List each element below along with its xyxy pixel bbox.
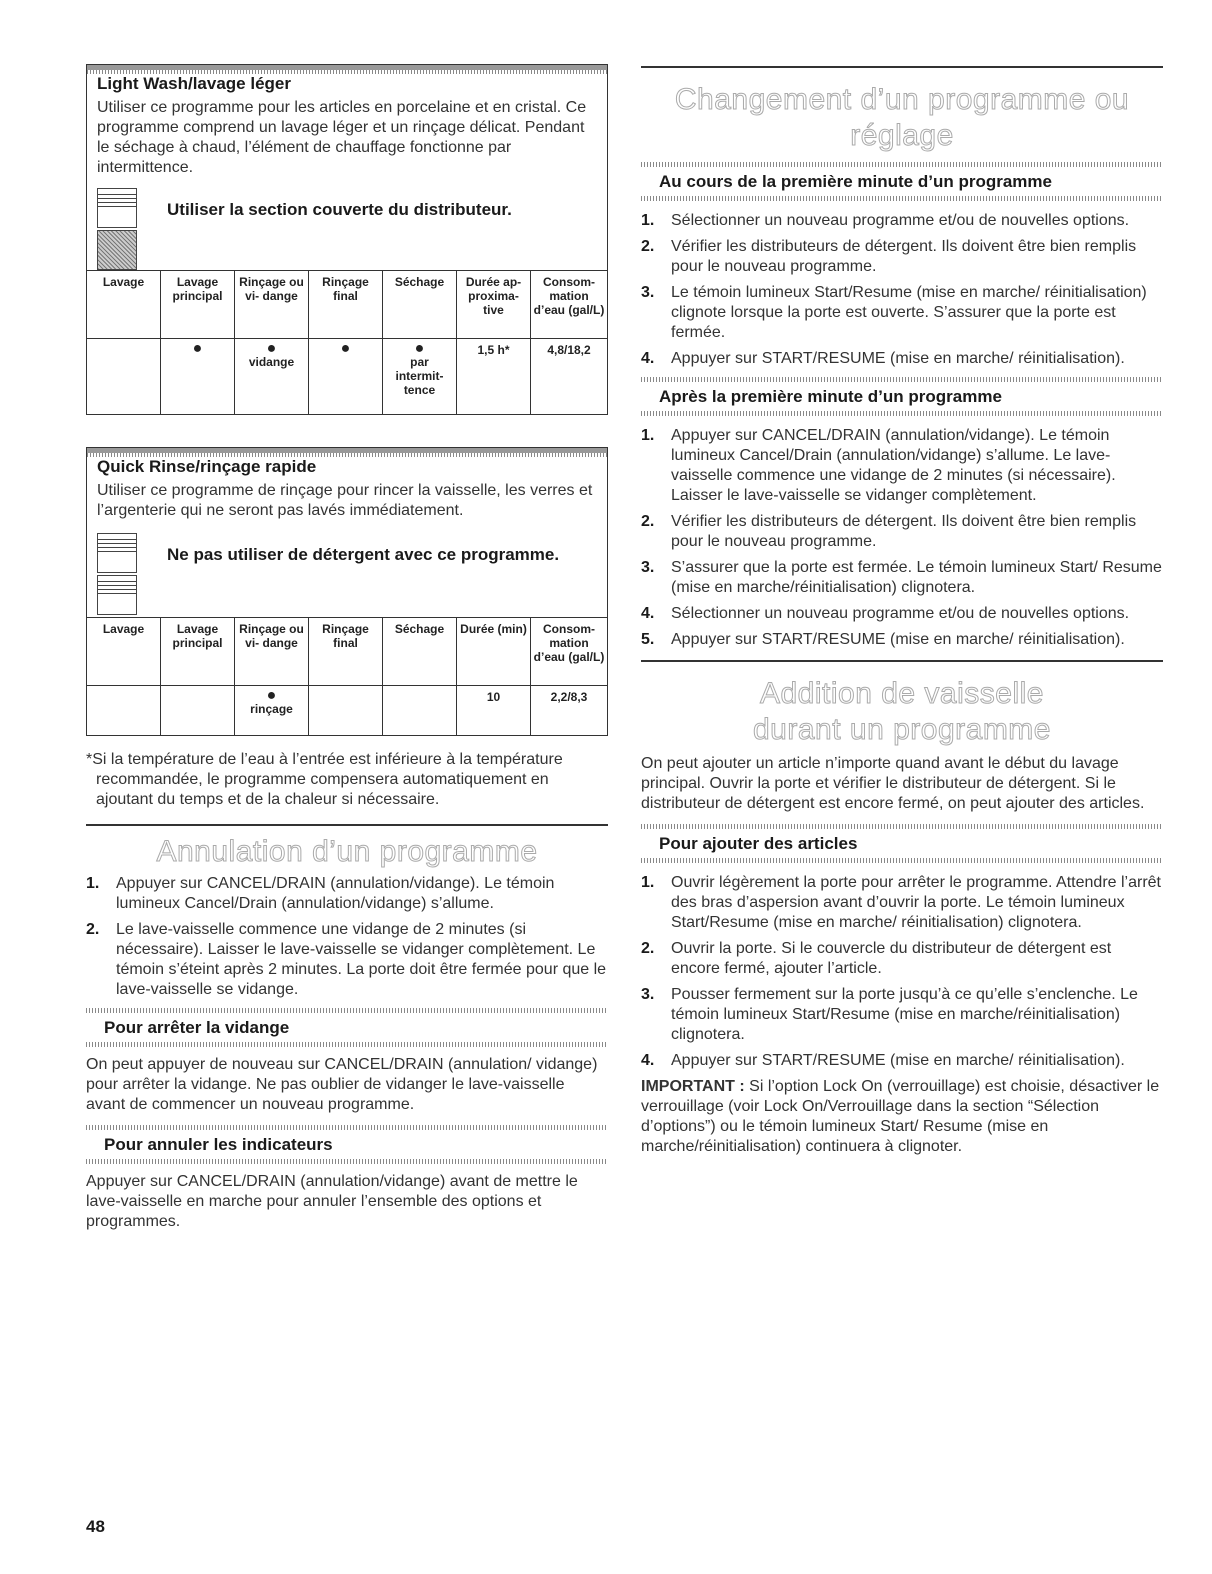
stop-drain-title: Pour arrêter la vidange <box>104 1018 290 1037</box>
cancel-indicators-text: Appuyer sur CANCEL/DRAIN (annulation/vidange) avant de mettre le lave-vaisselle en marche pour annuler l’ensemble des options et programmes. <box>86 1173 578 1230</box>
step-text: Ouvrir légèrement la porte pour arrêter le programme. Attendre l’arrêt des bras d’aspersion avant d’ouvrir la porte. Le témoin lumineux Start/Resume (mise en marche/ réinitialisation) clignotera. <box>671 874 1161 931</box>
step-text: Appuyer sur START/RESUME (mise en marche/ réinitialisation). <box>671 631 1125 648</box>
first-minute-title: Au cours de la première minute d’un programme <box>659 172 1052 191</box>
table-header: Lavage principal <box>161 271 235 339</box>
important-note <box>641 1077 1163 1157</box>
quick-rinse-description: Utiliser ce programme de rinçage pour rincer la vaisselle, les verres et l’argenterie qui ne seront pas lavés immédiatement. <box>97 482 593 519</box>
important-text: Si l’option Lock On (verrouillage) est choisie, désactiver le verrouillage (voir Lock On/Verrouillage dans la section “Sélection d’options”) ou le témoin lumineux Start/ Resume (mise en marche/réinitialisation) continuera à clignoter. <box>641 1078 1160 1155</box>
step-text: Vérifier les distributeurs de détergent. Ils doivent être bien remplis pour le nouveau programme. <box>671 513 1137 550</box>
bullet-dot-icon: ● <box>192 340 203 357</box>
list-item <box>641 283 1163 343</box>
step-text: Le témoin lumineux Start/Resume (mise en marche/ réinitialisation) clignote lorsque la porte est ouverte. S’assurer que la porte est fermée. <box>671 284 1147 341</box>
step-text: Vérifier les distributeurs de détergent. Ils doivent être bien remplis pour le nouveau programme. <box>671 238 1137 275</box>
light-wash-description: Utiliser ce programme pour les articles en porcelaine et en cristal. Ce programme comprend un lavage léger et un rinçage délicat. Pendant le séchage à chaud, l’élément de chauffage fonctionne par intermittence. <box>97 99 587 176</box>
first-minute-steps <box>641 211 1163 369</box>
list-item <box>641 426 1163 506</box>
annulation-steps <box>86 874 608 1000</box>
table-cell <box>235 339 309 415</box>
changement-title: Changement d’un programme ou réglage <box>674 83 1130 152</box>
list-item <box>641 1051 1163 1071</box>
table-header: Rinçage final <box>309 271 383 339</box>
table-row <box>87 339 608 415</box>
table-cell <box>87 339 161 415</box>
hatch-divider <box>86 1159 608 1164</box>
table-header: Lavage principal <box>161 618 235 686</box>
table-cell: 4,8/18,2 <box>531 339 608 415</box>
hatch-divider <box>641 858 1163 863</box>
after-first-minute-title: Après la première minute d’un programme <box>659 387 1002 406</box>
bullet-dot-icon: ● <box>340 340 351 357</box>
section-divider <box>641 66 1163 68</box>
table-header: Durée ap- proxima- tive <box>457 271 531 339</box>
step-text: Appuyer sur START/RESUME (mise en marche/ réinitialisation). <box>671 350 1125 367</box>
step-text: Ouvrir la porte. Si le couvercle du distributeur de détergent est encore fermé, ajouter l’article. <box>671 940 1112 977</box>
dispenser-open-icon <box>97 533 137 573</box>
section-divider <box>641 660 1163 662</box>
addition-title-line2: durant un programme <box>753 713 1051 746</box>
light-wash-dispenser <box>87 178 607 270</box>
quick-rinse-dispenser <box>87 521 607 617</box>
hatch-divider <box>641 411 1163 416</box>
table-cell <box>309 339 383 415</box>
light-wash-table <box>86 270 608 415</box>
bullet-dot-icon: ● <box>414 340 425 357</box>
bullet-dot-icon: ● <box>266 340 277 357</box>
table-cell <box>309 686 383 736</box>
step-text: S’assurer que la porte est fermée. Le témoin lumineux Start/ Resume (mise en marche/réinitialisation) clignotera. <box>671 559 1162 596</box>
hatch-divider <box>641 196 1163 201</box>
step-number: 3. <box>641 559 655 576</box>
light-wash-section <box>86 64 608 270</box>
table-header: Rinçage ou vi- dange <box>235 618 309 686</box>
step-number: 4. <box>641 605 655 622</box>
table-row <box>87 686 608 736</box>
list-item <box>86 920 608 1000</box>
hatch-divider <box>86 1042 608 1047</box>
step-text: Sélectionner un nouveau programme et/ou de nouvelles options. <box>671 605 1130 622</box>
table-header: Consom- mation d’eau (gal/L) <box>531 618 608 686</box>
step-number: 1. <box>86 875 100 892</box>
table-cell <box>161 686 235 736</box>
bullet-dot-icon: ● <box>266 687 277 704</box>
step-number: 2. <box>641 238 655 255</box>
step-number: 1. <box>641 427 655 444</box>
dispenser-open-icon <box>97 575 137 615</box>
table-header-row <box>87 618 608 686</box>
right-column <box>641 66 1163 1157</box>
step-number: 1. <box>641 212 655 229</box>
list-item <box>641 237 1163 277</box>
table-header-row <box>87 271 608 339</box>
table-header: Durée (min) <box>457 618 531 686</box>
annulation-title: Annulation d’un programme <box>156 835 538 868</box>
page-number: 48 <box>86 1517 105 1536</box>
step-number: 3. <box>641 986 655 1003</box>
step-text: Pousser fermement sur la porte jusqu’à ce qu’elle s’enclenche. Le témoin lumineux Start/Resume (mise en marche/réinitialisation) clignotera. <box>671 986 1138 1043</box>
table-cell: 10 <box>457 686 531 736</box>
step-number: 2. <box>641 940 655 957</box>
table-header: Rinçage ou vi- dange <box>235 271 309 339</box>
table-cell <box>87 686 161 736</box>
step-text: Sélectionner un nouveau programme et/ou de nouvelles options. <box>671 212 1130 229</box>
light-wash-title: Light Wash/lavage léger <box>87 65 607 96</box>
list-item <box>641 985 1163 1045</box>
quick-rinse-title: Quick Rinse/rinçage rapide <box>87 448 607 479</box>
quick-rinse-table <box>86 617 608 736</box>
step-number: 5. <box>641 631 655 648</box>
table-cell <box>383 686 457 736</box>
important-label: IMPORTANT : <box>641 1078 745 1095</box>
list-item <box>641 558 1163 598</box>
add-items-steps <box>641 873 1163 1071</box>
step-text: Le lave-vaisselle commence une vidange de 2 minutes (si nécessaire). Laisser le lave-vaisselle se vidanger complètement. Le témoin s’éteint après 2 minutes. La porte doit être fermée pour que le lave-vaisselle se vidange. <box>116 921 607 998</box>
table-header: Séchage <box>383 271 457 339</box>
addition-title-line1: Addition de vaisselle <box>759 677 1044 710</box>
table-header: Séchage <box>383 618 457 686</box>
left-column <box>86 64 608 1232</box>
step-number: 3. <box>641 284 655 301</box>
list-item <box>641 873 1163 933</box>
step-number: 4. <box>641 1052 655 1069</box>
table-header: Lavage <box>87 271 161 339</box>
step-number: 2. <box>641 513 655 530</box>
stop-drain-text: On peut appuyer de nouveau sur CANCEL/DRAIN (annulation/ vidange) pour arrêter la vidange. Ne pas oublier de vidanger le lave-vaisselle avant de commencer un nouveau programme. <box>86 1056 598 1113</box>
table-header: Lavage <box>87 618 161 686</box>
section-divider <box>86 824 608 826</box>
step-number: 4. <box>641 350 655 367</box>
light-wash-dispenser-note: Utiliser la section couverte du distributeur. <box>167 200 512 219</box>
step-number: 2. <box>86 921 100 938</box>
list-item <box>641 512 1163 552</box>
table-header: Rinçage final <box>309 618 383 686</box>
list-item <box>641 630 1163 650</box>
list-item <box>641 939 1163 979</box>
list-item <box>641 349 1163 369</box>
table-cell <box>383 339 457 415</box>
table-cell <box>161 339 235 415</box>
table-cell: 2,2/8,3 <box>531 686 608 736</box>
table-header: Consom- mation d’eau (gal/L) <box>531 271 608 339</box>
list-item <box>86 874 608 914</box>
step-text: Appuyer sur CANCEL/DRAIN (annulation/vidange). Le témoin lumineux Cancel/Drain (annulation/vidange) s’allume. <box>116 875 555 912</box>
add-items-title: Pour ajouter des articles <box>659 834 858 853</box>
list-item <box>641 604 1163 624</box>
step-text: Appuyer sur START/RESUME (mise en marche/ réinitialisation). <box>671 1052 1125 1069</box>
table-cell: 1,5 h* <box>457 339 531 415</box>
quick-rinse-section <box>86 447 608 617</box>
table-cell <box>235 686 309 736</box>
cell-text: par intermit- tence <box>395 355 444 397</box>
step-number: 1. <box>641 874 655 891</box>
cell-text: vidange <box>248 355 295 369</box>
dispenser-covered-icon <box>97 230 137 270</box>
addition-intro: On peut ajouter un article n’importe quand avant le début du lavage principal. Ouvrir la porte et vérifier le distributeur de détergent. Si le distributeur de détergent est encore fermé, on peut ajouter des articles. <box>641 755 1145 812</box>
cancel-indicators-title: Pour annuler les indicateurs <box>104 1135 333 1154</box>
cell-text: rinçage <box>250 702 293 716</box>
step-text: Appuyer sur CANCEL/DRAIN (annulation/vidange). Le témoin lumineux Cancel/Drain (annulation/vidange) s’allume. Le lave-vaisselle commence une vidange de 2 minutes (si nécessaire). Laisser le lave-vaisselle se vidanger complètement. <box>671 427 1116 504</box>
quick-rinse-dispenser-note: Ne pas utiliser de détergent avec ce programme. <box>167 545 560 564</box>
dispenser-open-icon <box>97 188 137 228</box>
footnote: *Si la température de l’eau à l’entrée est inférieure à la température recommandée, le programme compensera automatiquement en ajoutant du temps et de la chaleur si nécessaire. <box>86 751 563 808</box>
list-item <box>641 211 1163 231</box>
after-first-minute-steps <box>641 426 1163 650</box>
